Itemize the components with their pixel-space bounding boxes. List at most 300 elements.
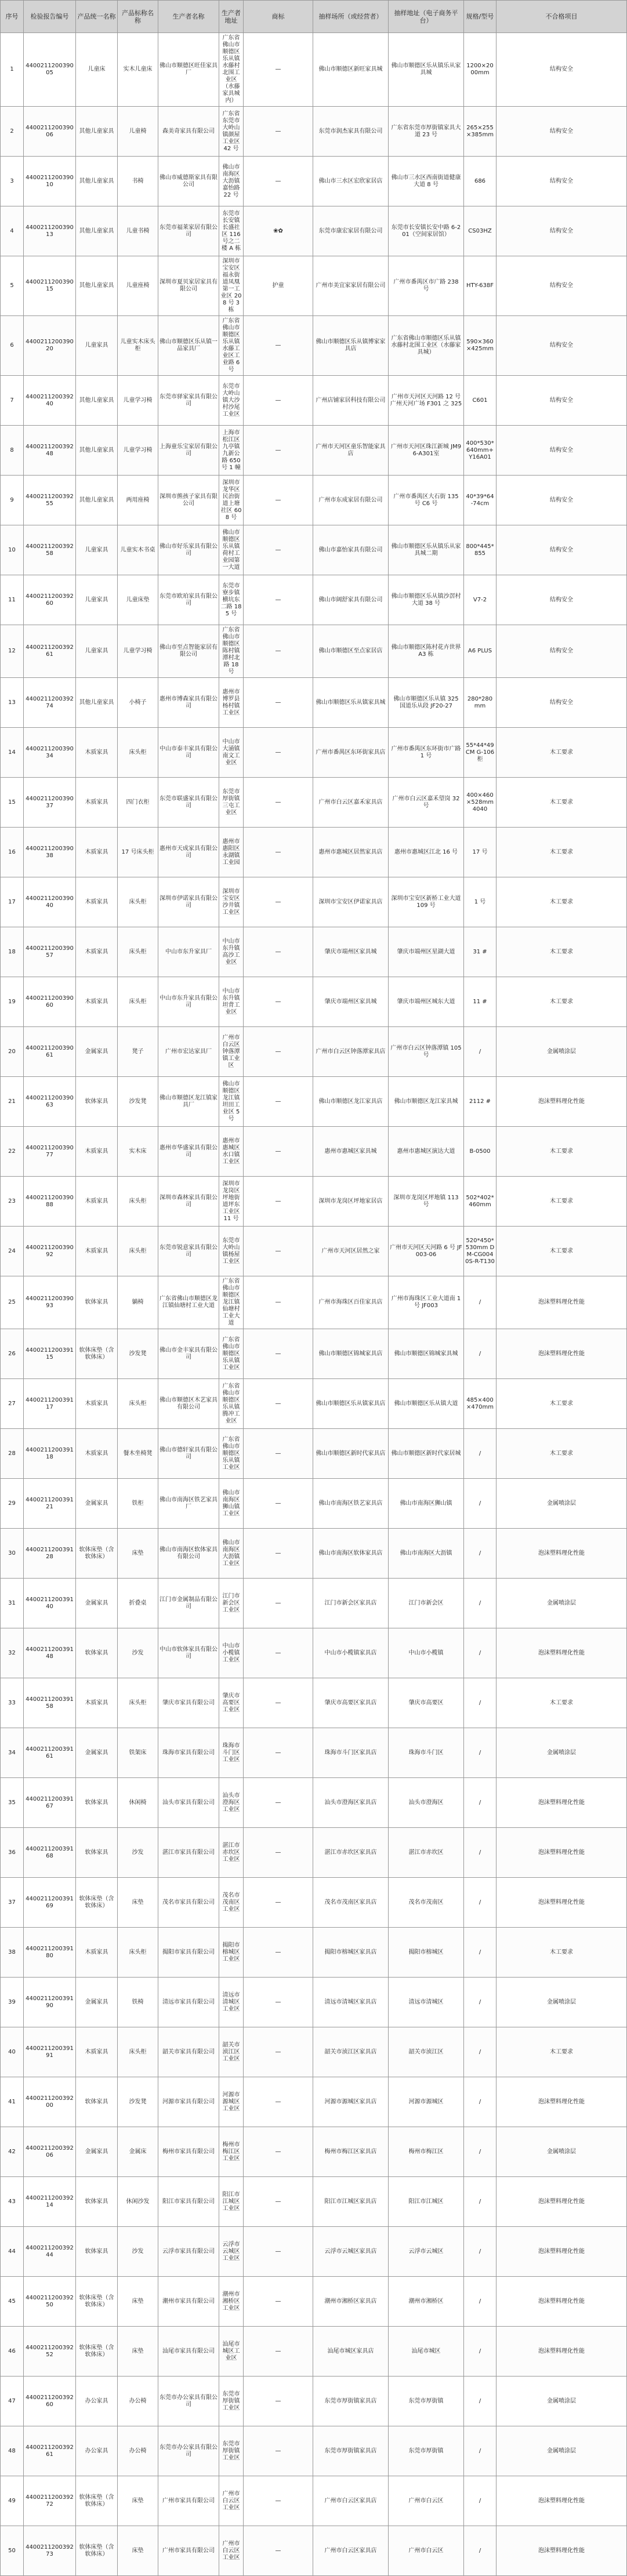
cell-specification: / [464, 1628, 496, 1678]
cell-labeled-name: 沙发 [118, 1628, 158, 1678]
cell-sampling-site: 河源市源城区家具店 [313, 2077, 389, 2127]
cell-failed-items: 结构安全 [496, 625, 627, 678]
cell-serial: 28 [1, 1429, 24, 1479]
cell-sampling-address: 肇庆市端州区星湖大道 [389, 927, 464, 977]
table-row [1, 1529, 627, 1579]
cell-sampling-address: 广州市天河区珠江新城 JM96-A301室 [389, 426, 464, 476]
cell-producer-address: 佛山市南海区大沥镇嘉怡路 22 号 [219, 157, 244, 206]
cell-sampling-address: 揭阳市榕城区 [389, 1928, 464, 1978]
cell-producer-name: 东莞市驿家家具有限公司 [158, 376, 219, 426]
cell-labeled-name: 折叠桌 [118, 1579, 158, 1628]
table-row [1, 828, 627, 877]
cell-product-name: 木质家具 [76, 2027, 118, 2077]
cell-failed-items: 结构安全 [496, 376, 627, 426]
cell-failed-items: 泡沫塑料理化性能 [496, 1778, 627, 1828]
cell-report-number: 440021120039272 [24, 2476, 76, 2526]
cell-sampling-site: 佛山市嘉怡家具有限公司 [313, 525, 389, 575]
cell-trademark: — [244, 1077, 313, 1127]
cell-product-name: 其他儿童家具 [76, 206, 118, 256]
cell-product-name: 木质家具 [76, 1177, 118, 1227]
table-row [1, 1928, 627, 1978]
cell-specification: / [464, 2127, 496, 2177]
cell-failed-items: 泡沫塑料理化性能 [496, 2476, 627, 2526]
cell-failed-items: 结构安全 [496, 525, 627, 575]
cell-sampling-address: 东莞市厚街镇 [389, 2377, 464, 2426]
cell-producer-name: 中山市东升家具有限公司 [158, 977, 219, 1027]
cell-product-name: 儿童家具 [76, 525, 118, 575]
cell-producer-name: 佛山市顺德区木艺家具有限公司 [158, 1379, 219, 1429]
cell-sampling-site: 韶关市浈江区家具店 [313, 2027, 389, 2077]
cell-report-number: 440021120039148 [24, 1628, 76, 1678]
cell-labeled-name: 儿童实木床头柜 [118, 316, 158, 376]
cell-sampling-site: 东莞市厚街镇家具店 [313, 2377, 389, 2426]
cell-producer-name: 佛山市至点智能家居有限公司 [158, 625, 219, 678]
cell-producer-name: 汕尾市家具有限公司 [158, 2327, 219, 2377]
table-row [1, 376, 627, 426]
cell-specification: 17 号 [464, 828, 496, 877]
cell-product-name: 其他儿童家具 [76, 107, 118, 157]
cell-producer-name: 惠州市华盛家具有限公司 [158, 1127, 219, 1177]
cell-sampling-address: 东莞市长安镇长安中路 6-201（空间家居馆） [389, 206, 464, 256]
cell-producer-address: 广东省佛山市顺德区乐从镇水藤村北围工业区（水藤家具城内） [219, 33, 244, 107]
cell-sampling-address: 佛山市顺德区乐从镇 325 国道乐从段 JF20-27 [389, 678, 464, 728]
cell-product-name: 木质家具 [76, 1429, 118, 1479]
cell-sampling-address: 广州市番禺区市广路 238 号 [389, 256, 464, 316]
cell-sampling-site: 茂名市茂南区家具店 [313, 1878, 389, 1928]
cell-labeled-name: 沙发凳 [118, 1329, 158, 1379]
cell-sampling-site: 广州市美宜家家居有限公司 [313, 256, 389, 316]
cell-serial: 41 [1, 2077, 24, 2127]
cell-sampling-address: 佛山市顺德区乐从镇乐从家具城二期 [389, 525, 464, 575]
cell-specification: / [464, 2426, 496, 2476]
cell-report-number: 440021120039206 [24, 2127, 76, 2177]
cell-labeled-name: 床垫 [118, 2327, 158, 2377]
cell-report-number: 440021120039244 [24, 2227, 76, 2277]
cell-trademark: — [244, 157, 313, 206]
cell-serial: 29 [1, 1479, 24, 1529]
cell-trademark: — [244, 625, 313, 678]
cell-report-number: 440021120039180 [24, 1928, 76, 1978]
cell-sampling-address: 佛山市三水区西南街道健康大道 8 号 [389, 157, 464, 206]
cell-sampling-address: 佛山市南海区大沥镇 [389, 1529, 464, 1579]
cell-producer-address: 广东省东莞市大岭山镇颜屋工业区 42 号 [219, 107, 244, 157]
cell-report-number: 440021120039274 [24, 678, 76, 728]
table-row [1, 977, 627, 1027]
table-row [1, 256, 627, 316]
cell-producer-name: 潮州市家具有限公司 [158, 2277, 219, 2327]
cell-serial: 43 [1, 2177, 24, 2227]
cell-trademark: ❀✿ [244, 206, 313, 256]
cell-producer-address: 广州市白云区钟落潭镇工业区 [219, 1027, 244, 1077]
cell-labeled-name: 休闲沙发 [118, 2177, 158, 2227]
cell-serial: 39 [1, 1978, 24, 2027]
cell-product-name: 金属家具 [76, 1728, 118, 1778]
cell-producer-name: 佛山市好乐家具有限公司 [158, 525, 219, 575]
cell-producer-name: 肇庆市家具有限公司 [158, 1678, 219, 1728]
cell-specification: 485×400×470mm [464, 1379, 496, 1429]
cell-sampling-site: 广州市白云区钟落潭家具店 [313, 1027, 389, 1077]
cell-producer-address: 东莞市寮步镇横坑东二路 185 号 [219, 575, 244, 625]
cell-product-name: 软体床垫（含软体床） [76, 1529, 118, 1579]
cell-specification: / [464, 1479, 496, 1529]
table-row [1, 1479, 627, 1529]
cell-labeled-name: 床垫 [118, 1878, 158, 1928]
cell-labeled-name: 金属床 [118, 2127, 158, 2177]
cell-labeled-name: 床垫 [118, 2277, 158, 2327]
cell-specification: / [464, 1878, 496, 1928]
cell-producer-name: 汕头市家具有限公司 [158, 1778, 219, 1828]
table-row [1, 2077, 627, 2127]
cell-product-name: 木质家具 [76, 778, 118, 828]
cell-trademark: — [244, 2227, 313, 2277]
cell-sampling-site: 清远市清城区家具店 [313, 1978, 389, 2027]
cell-failed-items: 木工要求 [496, 1177, 627, 1227]
cell-serial: 32 [1, 1628, 24, 1678]
cell-product-name: 软体家具 [76, 1077, 118, 1127]
cell-producer-name: 上海童乐宝家居有限公司 [158, 426, 219, 476]
cell-producer-address: 中山市东升镇高沙工业区 [219, 927, 244, 977]
cell-producer-name: 梅州市家具有限公司 [158, 2127, 219, 2177]
cell-producer-name: 河源市家具有限公司 [158, 2077, 219, 2127]
cell-sampling-site: 东莞市康宏家居有限公司 [313, 206, 389, 256]
cell-specification: 2112 # [464, 1077, 496, 1127]
table-row [1, 2027, 627, 2077]
cell-failed-items: 木工要求 [496, 2027, 627, 2077]
table-row [1, 525, 627, 575]
cell-trademark: — [244, 828, 313, 877]
cell-serial: 49 [1, 2476, 24, 2526]
cell-product-name: 软体家具 [76, 1276, 118, 1329]
cell-specification: 686 [464, 157, 496, 206]
cell-product-name: 儿童家具 [76, 625, 118, 678]
table-row [1, 1276, 627, 1329]
cell-labeled-name: 铁椅 [118, 1978, 158, 2027]
cell-sampling-site: 广州市白云区家具店 [313, 2526, 389, 2576]
table-row [1, 1329, 627, 1379]
cell-failed-items: 泡沫塑料理化性能 [496, 2526, 627, 2576]
table-row [1, 1077, 627, 1127]
cell-sampling-address: 清远市清城区 [389, 1978, 464, 2027]
cell-sampling-address: 广东省佛山市顺德区乐从镇水藤村北围工业区（水藤家具城） [389, 316, 464, 376]
cell-report-number: 440021120039161 [24, 1728, 76, 1778]
header-cell-report-number: 检验报告编号 [24, 1, 76, 33]
cell-sampling-site: 广州市天河区童乐智能家具店 [313, 426, 389, 476]
header-cell-sampling-site: 抽样场所（或经营者） [313, 1, 389, 33]
cell-sampling-site: 肇庆市高要区家具店 [313, 1678, 389, 1728]
table-row [1, 1828, 627, 1878]
cell-failed-items: 泡沫塑料理化性能 [496, 2077, 627, 2127]
cell-sampling-site: 惠州市惠城区居然家具店 [313, 828, 389, 877]
cell-failed-items: 泡沫塑料理化性能 [496, 2277, 627, 2327]
cell-report-number: 440021120039005 [24, 33, 76, 107]
cell-labeled-name: 小椅子 [118, 678, 158, 728]
cell-report-number: 440021120039261 [24, 2426, 76, 2476]
cell-labeled-name: 床头柜 [118, 1177, 158, 1227]
cell-sampling-site: 广州市海珠区百佳家具店 [313, 1276, 389, 1329]
cell-product-name: 儿童家具 [76, 575, 118, 625]
cell-producer-name: 深圳市伊诺家具有限公司 [158, 877, 219, 927]
table-row [1, 157, 627, 206]
cell-sampling-site: 广州店铺家居科技有限公司 [313, 376, 389, 426]
cell-report-number: 440021120039273 [24, 2526, 76, 2576]
cell-specification: V7-2 [464, 575, 496, 625]
cell-specification: 400×460×528mm 4040 [464, 778, 496, 828]
header-cell-specification: 规格/型号 [464, 1, 496, 33]
cell-producer-name: 东莞市办公家具有限公司 [158, 2426, 219, 2476]
cell-trademark: — [244, 2526, 313, 2576]
cell-producer-address: 佛山市南海区大沥镇工业区 [219, 1529, 244, 1579]
cell-product-name: 木质家具 [76, 828, 118, 877]
table-row [1, 2177, 627, 2227]
cell-sampling-address: 佛山市顺德区乐从镇沙滘村大道 38 号 [389, 575, 464, 625]
cell-report-number: 440021120039010 [24, 157, 76, 206]
cell-failed-items: 木工要求 [496, 977, 627, 1027]
cell-specification: / [464, 1978, 496, 2027]
cell-specification: / [464, 2077, 496, 2127]
cell-product-name: 木质家具 [76, 977, 118, 1027]
cell-producer-address: 汕尾市城区工业区 [219, 2327, 244, 2377]
cell-sampling-site: 佛山市南海区铁艺家具店 [313, 1479, 389, 1529]
cell-specification: 1 号 [464, 877, 496, 927]
cell-trademark: — [244, 525, 313, 575]
cell-sampling-address: 肇庆市端州区城东大道 [389, 977, 464, 1027]
cell-trademark: — [244, 2177, 313, 2227]
cell-labeled-name: 儿童床垫 [118, 575, 158, 625]
cell-product-name: 金属家具 [76, 1027, 118, 1077]
cell-specification: 280*280mm [464, 678, 496, 728]
cell-serial: 18 [1, 927, 24, 977]
cell-producer-name: 揭阳市家具有限公司 [158, 1928, 219, 1978]
cell-trademark: — [244, 1778, 313, 1828]
cell-producer-address: 深圳市宝安区沙井镇工业区 [219, 877, 244, 927]
cell-failed-items: 金属喷涂层 [496, 1479, 627, 1529]
cell-trademark: — [244, 1177, 313, 1227]
cell-specification: / [464, 2476, 496, 2526]
cell-failed-items: 结构安全 [496, 678, 627, 728]
cell-product-name: 软体家具 [76, 1628, 118, 1678]
cell-producer-address: 深圳市龙华区民治街道上塘社区 608 号 [219, 476, 244, 525]
cell-trademark: — [244, 2476, 313, 2526]
cell-producer-address: 中山市大涌镇南文工业区 [219, 728, 244, 778]
cell-failed-items: 泡沫塑料理化性能 [496, 1276, 627, 1329]
cell-failed-items: 泡沫塑料理化性能 [496, 2327, 627, 2377]
cell-producer-name: 湛江市家具有限公司 [158, 1828, 219, 1878]
cell-sampling-address: 广州市白云区 [389, 2476, 464, 2526]
cell-labeled-name: 书椅 [118, 157, 158, 206]
cell-report-number: 440021120039006 [24, 107, 76, 157]
cell-labeled-name: 沙发凳 [118, 2077, 158, 2127]
cell-producer-address: 广州市白云区工业区 [219, 2526, 244, 2576]
cell-sampling-address: 云浮市云城区 [389, 2227, 464, 2277]
cell-sampling-address: 中山市小榄镇 [389, 1628, 464, 1678]
cell-sampling-address: 广州市海珠区工业大道南 1 号 JF003 [389, 1276, 464, 1329]
cell-producer-address: 河源市源城区工业区 [219, 2077, 244, 2127]
cell-producer-name: 佛山市金丰家具有限公司 [158, 1329, 219, 1379]
cell-producer-address: 广东省佛山市顺德区乐从镇腾冲工业区 [219, 1379, 244, 1429]
cell-sampling-address: 东莞市厚街镇 [389, 2426, 464, 2476]
cell-report-number: 440021120039015 [24, 256, 76, 316]
cell-failed-items: 结构安全 [496, 256, 627, 316]
cell-trademark: — [244, 476, 313, 525]
cell-serial: 40 [1, 2027, 24, 2077]
cell-sampling-site: 深圳市龙岗区坪地家居店 [313, 1177, 389, 1227]
cell-specification: / [464, 2027, 496, 2077]
cell-trademark: — [244, 977, 313, 1027]
cell-specification: 40*39*64-74cm [464, 476, 496, 525]
cell-sampling-address: 佛山市顺德区乐从镇乐从家具城 [389, 33, 464, 107]
cell-failed-items: 泡沫塑料理化性能 [496, 1828, 627, 1878]
cell-report-number: 440021120039200 [24, 2077, 76, 2127]
cell-specification: A6 PLUS [464, 625, 496, 678]
cell-failed-items: 泡沫塑料理化性能 [496, 1329, 627, 1379]
table-row [1, 1678, 627, 1728]
cell-serial: 21 [1, 1077, 24, 1127]
cell-report-number: 440021120039057 [24, 927, 76, 977]
table-row [1, 728, 627, 778]
header-cell-producer-name: 生产者名称 [158, 1, 219, 33]
cell-trademark: — [244, 2327, 313, 2377]
table-row [1, 575, 627, 625]
cell-labeled-name: 床垫 [118, 2526, 158, 2576]
cell-serial: 15 [1, 778, 24, 828]
cell-report-number: 440021120039034 [24, 728, 76, 778]
cell-labeled-name: 床头柜 [118, 1379, 158, 1429]
cell-serial: 16 [1, 828, 24, 877]
cell-labeled-name: 床头柜 [118, 977, 158, 1027]
cell-producer-name: 云浮市家具有限公司 [158, 2227, 219, 2277]
cell-serial: 48 [1, 2426, 24, 2476]
cell-producer-address: 惠州市惠城区水口镇工业区 [219, 1127, 244, 1177]
cell-producer-name: 佛山市顺德区龙江镇家具厂 [158, 1077, 219, 1127]
cell-report-number: 440021120039190 [24, 1978, 76, 2027]
header-cell-labeled-name: 产品标称名称 [118, 1, 158, 33]
cell-labeled-name: 床垫 [118, 2476, 158, 2526]
cell-product-name: 办公家具 [76, 2426, 118, 2476]
cell-producer-address: 东莞市大岭山镇杨屋工业区 [219, 1227, 244, 1276]
table-row [1, 625, 627, 678]
cell-labeled-name: 床头柜 [118, 1227, 158, 1276]
cell-failed-items: 金属喷涂层 [496, 1027, 627, 1077]
cell-sampling-address: 广州市番禺区大石街 135 号 C6 号 [389, 476, 464, 525]
cell-product-name: 金属家具 [76, 1479, 118, 1529]
cell-labeled-name: 儿童椅 [118, 107, 158, 157]
cell-trademark: — [244, 1978, 313, 2027]
cell-trademark: — [244, 2127, 313, 2177]
cell-specification: 520*450*530mm DM-CG0040S-R-T130 [464, 1227, 496, 1276]
cell-sampling-site: 广州市白云区嘉禾家具店 [313, 778, 389, 828]
cell-trademark: — [244, 1628, 313, 1678]
cell-producer-address: 上海市松江区九亭镇九新公路 650 号 1 幢 [219, 426, 244, 476]
cell-producer-name: 江门市金属制品有限公司 [158, 1579, 219, 1628]
cell-sampling-address: 汕尾市城区 [389, 2327, 464, 2377]
cell-labeled-name: 17 号床头柜 [118, 828, 158, 877]
cell-producer-name: 东莞市办公家具有限公司 [158, 2377, 219, 2426]
cell-sampling-site: 惠州市惠城区家具城 [313, 1127, 389, 1177]
cell-product-name: 其他儿童家具 [76, 426, 118, 476]
cell-specification: / [464, 1276, 496, 1329]
cell-product-name: 软体床垫（含软体床） [76, 1878, 118, 1928]
cell-failed-items: 结构安全 [496, 107, 627, 157]
cell-labeled-name: 床头柜 [118, 2027, 158, 2077]
cell-producer-name: 森美奇家具有限公司 [158, 107, 219, 157]
cell-labeled-name: 铁架床 [118, 1728, 158, 1778]
cell-trademark: — [244, 1379, 313, 1429]
cell-report-number: 440021120039093 [24, 1276, 76, 1329]
cell-specification: CS03HZ [464, 206, 496, 256]
cell-producer-address: 清远市清城区工业区 [219, 1978, 244, 2027]
cell-sampling-site: 深圳市宝安区伊诺家具店 [313, 877, 389, 927]
cell-specification: 31 # [464, 927, 496, 977]
cell-sampling-site: 佛山市顺德区乐从镇家具店 [313, 1379, 389, 1429]
cell-failed-items: 泡沫塑料理化性能 [496, 1628, 627, 1678]
table-header [1, 1, 627, 33]
cell-sampling-site: 珠海市斗门区家具店 [313, 1728, 389, 1778]
cell-product-name: 木质家具 [76, 728, 118, 778]
cell-sampling-site: 揭阳市榕城区家具店 [313, 1928, 389, 1978]
cell-producer-address: 肇庆市高要区工业区 [219, 1678, 244, 1728]
cell-sampling-site: 广州市东成家居有限公司 [313, 476, 389, 525]
cell-specification: / [464, 1027, 496, 1077]
cell-sampling-site: 肇庆市端州区家具城 [313, 927, 389, 977]
cell-producer-name: 东莞市锐意家具有限公司 [158, 1227, 219, 1276]
cell-sampling-site: 佛山市顺德区新时代家具店 [313, 1429, 389, 1479]
cell-serial: 12 [1, 625, 24, 678]
cell-producer-name: 深圳市森林家具有限公司 [158, 1177, 219, 1227]
cell-product-name: 金属家具 [76, 1978, 118, 2027]
cell-failed-items: 结构安全 [496, 426, 627, 476]
cell-serial: 50 [1, 2526, 24, 2576]
cell-serial: 23 [1, 1177, 24, 1227]
cell-specification: 55*44*49CM G-106 柜 [464, 728, 496, 778]
cell-serial: 26 [1, 1329, 24, 1379]
cell-producer-name: 广州市宏达家具厂 [158, 1027, 219, 1077]
cell-sampling-address: 惠州市惠城区江北 16 号 [389, 828, 464, 877]
cell-product-name: 软体家具 [76, 2077, 118, 2127]
cell-failed-items: 木工要求 [496, 1928, 627, 1978]
cell-producer-address: 东莞市大岭山镇大沙村沙尾工业区 [219, 376, 244, 426]
table-row [1, 1579, 627, 1628]
table-row [1, 316, 627, 376]
cell-producer-name: 阳江市家具有限公司 [158, 2177, 219, 2227]
cell-product-name: 软体家具 [76, 1828, 118, 1878]
cell-report-number: 440021120039063 [24, 1077, 76, 1127]
cell-product-name: 其他儿童家具 [76, 256, 118, 316]
cell-labeled-name: 办公椅 [118, 2426, 158, 2476]
cell-sampling-address: 惠州市惠城区演达大道 [389, 1127, 464, 1177]
cell-specification: HTY-638F [464, 256, 496, 316]
cell-producer-address: 佛山市顺德区龙江镇坦田工业区 5 号 [219, 1077, 244, 1127]
cell-labeled-name: 沙发 [118, 1828, 158, 1878]
cell-serial: 7 [1, 376, 24, 426]
cell-sampling-site: 潮州市湘桥区家具店 [313, 2277, 389, 2327]
cell-serial: 22 [1, 1127, 24, 1177]
cell-sampling-address: 江门市新会区 [389, 1579, 464, 1628]
cell-product-name: 软体家具 [76, 2227, 118, 2277]
cell-labeled-name: 儿童学习椅 [118, 426, 158, 476]
cell-specification: B-0500 [464, 1127, 496, 1177]
cell-failed-items: 木工要求 [496, 828, 627, 877]
cell-labeled-name: 儿童座椅 [118, 256, 158, 316]
cell-serial: 36 [1, 1828, 24, 1878]
table-row [1, 927, 627, 977]
table-row [1, 1127, 627, 1177]
cell-product-name: 办公家具 [76, 2377, 118, 2426]
cell-sampling-address: 茂名市茂南区 [389, 1878, 464, 1928]
cell-report-number: 440021120039128 [24, 1529, 76, 1579]
header-cell-failed-items: 不合格项目 [496, 1, 627, 33]
cell-report-number: 440021120039092 [24, 1227, 76, 1276]
cell-producer-name: 佛山市德轩家具有限公司 [158, 1429, 219, 1479]
